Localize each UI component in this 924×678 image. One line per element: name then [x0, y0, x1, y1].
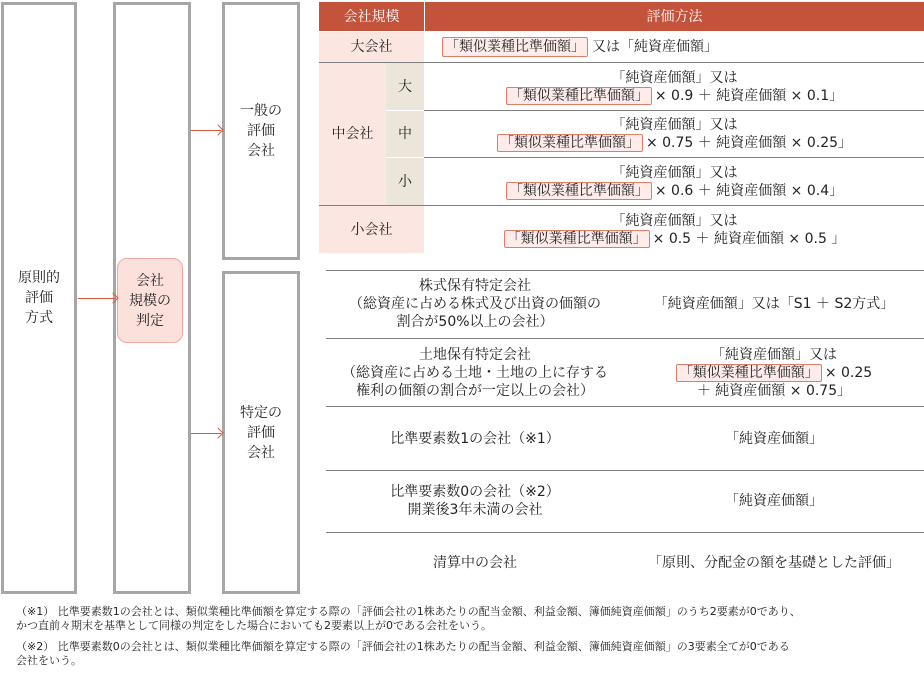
medium-large-method: 「純資産価額」又は 「類似業種比準価額」 × 0.9 ＋ 純資産価額 × 0.1」 [425, 63, 924, 110]
ratio1-method: 「純資産価額」 [725, 431, 823, 447]
footnote-2: （※2） 比準要素数0の会社とは、類似業種比準価額を算定する際の「評価会社の1株あたりの配当金額、利益金額、簿価純資産価額」の3要素全てが0である 会社をいう。 [16, 640, 790, 667]
small-company-method: 「純資産価額」又は 「類似業種比準価額」 × 0.5 ＋ 純資産価額 × 0.5 」 [425, 206, 924, 253]
medium-sub-mid: 中 [386, 111, 424, 157]
medium-mid-method: 「純資産価額」又は 「類似業種比準価額」 × 0.75 ＋ 純資産価額 × 0.25」 [425, 111, 924, 157]
ratio0-method: 「純資産価額」 [725, 493, 823, 509]
ratio1-company: 比準要素数1の会社（※1） [390, 431, 560, 447]
general-label: 一般の 評価 会社 [240, 103, 282, 159]
divider [326, 406, 924, 407]
principle-label: 原則的 評価 方式 [18, 270, 60, 326]
specific-box [222, 271, 300, 594]
liquidation-company: 清算中の会社 [433, 555, 517, 571]
medium-sub-large: 大 [386, 63, 424, 110]
arrow-to-specific [191, 433, 221, 434]
stock-holding-company: 株式保有特定会社 （総資産に占める株式及び出資の価額の 割合が50%以上の会社） [349, 278, 601, 330]
judgement-label: 会社 規模の 判定 [129, 272, 171, 329]
stock-holding-method: 「純資産価額」又は「S1 ＋ S2方式」 [653, 296, 895, 312]
highlight-similar-industry: 「類似業種比準価額」 [504, 230, 650, 248]
highlight-similar-industry: 「類似業種比準価額」 [497, 134, 643, 152]
large-company-method: 「類似業種比準価額」 又は「純資産価額」 [425, 32, 735, 62]
medium-sub-small: 小 [386, 158, 424, 205]
land-holding-method: 「純資産価額」又は 「類似業種比準価額」 × 0.25 ＋ 純資産価額 × 0.75」 [624, 340, 924, 405]
divider [326, 338, 924, 339]
liquidation-method: 「原則、分配金の額を基礎とした評価」 [648, 555, 900, 571]
divider [319, 62, 924, 63]
general-box [222, 2, 300, 260]
highlight-similar-industry: 「類似業種比準価額」 [506, 87, 652, 105]
judgement-box [117, 258, 183, 343]
divider [424, 157, 924, 158]
header-size: 会社規模 [319, 2, 424, 31]
header-method: 評価方法 [425, 2, 924, 31]
arrow-principle-to-judgement [78, 298, 116, 299]
medium-small-method: 「純資産価額」又は 「類似業種比準価額」 × 0.6 ＋ 純資産価額 × 0.4」 [425, 158, 924, 205]
highlight-similar-industry: 「類似業種比準価額」 [442, 37, 588, 57]
small-company-label: 小会社 [319, 206, 424, 253]
medium-company-label: 中会社 [319, 63, 386, 205]
specific-label: 特定の 評価 会社 [240, 404, 282, 461]
divider [319, 205, 924, 206]
highlight-similar-industry: 「類似業種比準価額」 [506, 182, 652, 200]
divider [326, 470, 924, 471]
divider [424, 110, 924, 111]
divider [326, 270, 924, 271]
large-company-label: 大会社 [319, 32, 424, 62]
divider [326, 532, 924, 533]
footnote-1: （※1） 比準要素数1の会社とは、類似業種比準価額を算定する際の「評価会社の1株あたりの配当金額、利益金額、簿価純資産価額」のうち2要素が0であり、 かつ直前々期末を基準として同様の判定をした場合においても2要素以上が0である会社をいう。 [16, 605, 801, 632]
ratio0-company: 比準要素数0の会社（※2） 開業後3年未満の会社 [390, 484, 560, 518]
highlight-similar-industry: 「類似業種比準価額」 [676, 364, 822, 382]
arrow-to-general [191, 130, 221, 131]
land-holding-company: 土地保有特定会社 （総資産に占める土地・土地の上に存する 権利の価額の割合が一定以上の会社） [342, 346, 608, 399]
principle-box [1, 2, 77, 594]
